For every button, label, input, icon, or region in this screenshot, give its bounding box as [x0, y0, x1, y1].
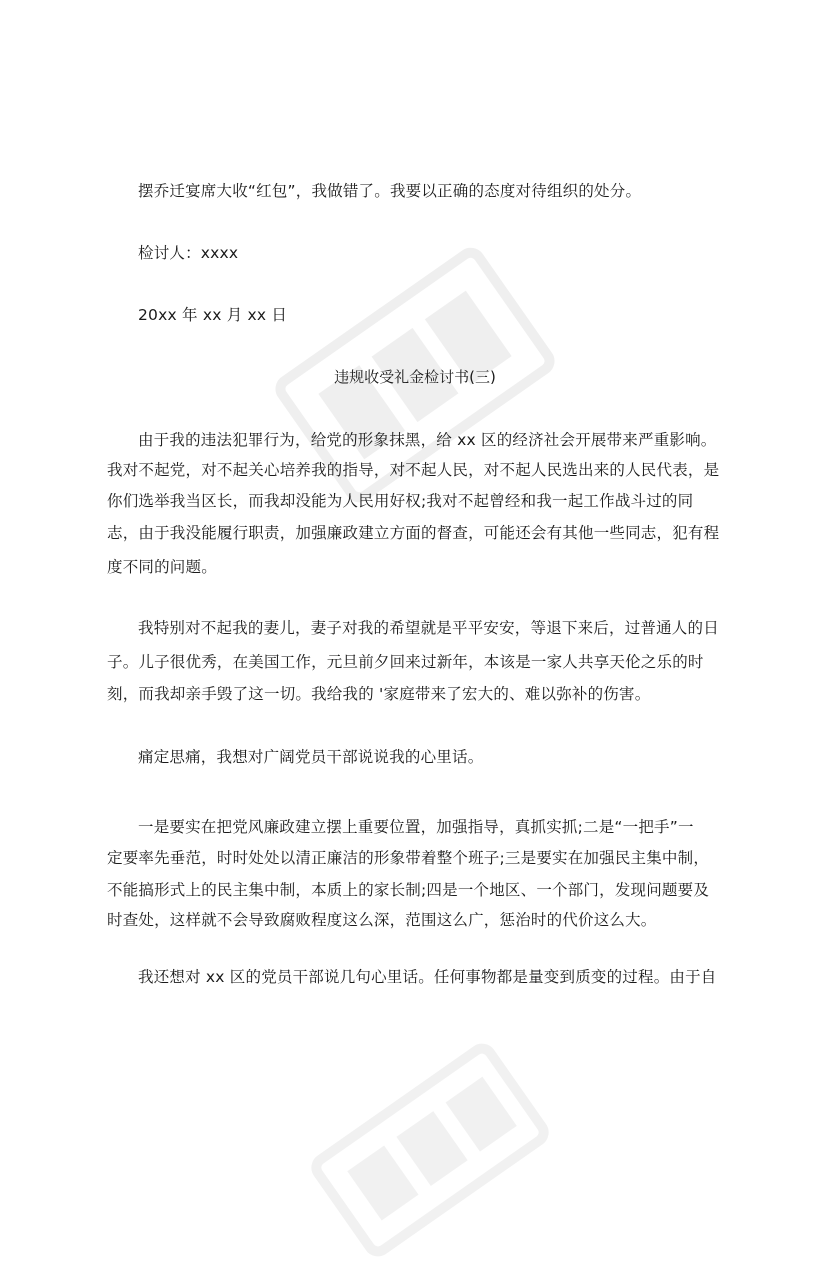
paragraph-line: 我对不起党，对不起关心培养我的指导，对不起人民，对不起人民选出来的人民代表，是 — [107, 461, 720, 479]
section-title: 违规收受礼金检讨书(三) — [334, 368, 496, 386]
paragraph-line: 志，由于我没能履行职责，加强廉政建立方面的督查，可能还会有其他一些同志，犯有程 — [107, 524, 720, 542]
paragraph-line: 由于我的违法犯罪行为，给党的形象抹黑，给 xx 区的经济社会开展带来严重影响。 — [138, 431, 717, 449]
paragraph-line: 一是要实在把党风廉政建立摆上重要位置，加强指导，真抓实抓;二是“一把手”一 — [138, 818, 694, 836]
date-line: 20xx 年 xx 月 xx 日 — [138, 306, 288, 324]
paragraph-line: 子。儿子很优秀，在美国工作，元旦前夕回来过新年，本该是一家人共享天伦之乐的时 — [107, 653, 704, 671]
paragraph-line: 度不同的问题。 — [107, 558, 217, 576]
signer-line: 检讨人：xxxx — [138, 244, 239, 262]
paragraph-line: 定要率先垂范，时时处处以清正廉洁的形象带着整个班子;三是要实在加强民主集中制， — [107, 849, 710, 867]
paragraph-line: 刻，而我却亲手毁了这一切。我给我的 '家庭带来了宏大的、难以弥补的伤害。 — [107, 685, 651, 703]
paragraph-line: 我特别对不起我的妻儿，妻子对我的希望就是平平安安，等退下来后，过普通人的日 — [138, 619, 719, 637]
paragraph-line: 我还想对 xx 区的党员干部说几句心里话。任何事物都是量变到质变的过程。由于自 — [138, 968, 717, 986]
paragraph-line: 痛定思痛，我想对广阔党员干部说说我的心里话。 — [138, 748, 484, 766]
paragraph-line: 你们选举我当区长，而我却没能为人民用好权;我对不起曾经和我一起工作战斗过的同 — [107, 492, 694, 510]
paragraph-line: 时查处，这样就不会导致腐败程度这么深，范围这么广，惩治时的代价这么大。 — [107, 911, 657, 929]
paragraph-line: 不能搞形式上的民主集中制，本质上的家长制;四是一个地区、一个部门，发现问题要及 — [107, 881, 710, 899]
continuation-line: 摆乔迁宴席大收“红包”，我做错了。我要以正确的态度对待组织的处分。 — [138, 182, 642, 200]
